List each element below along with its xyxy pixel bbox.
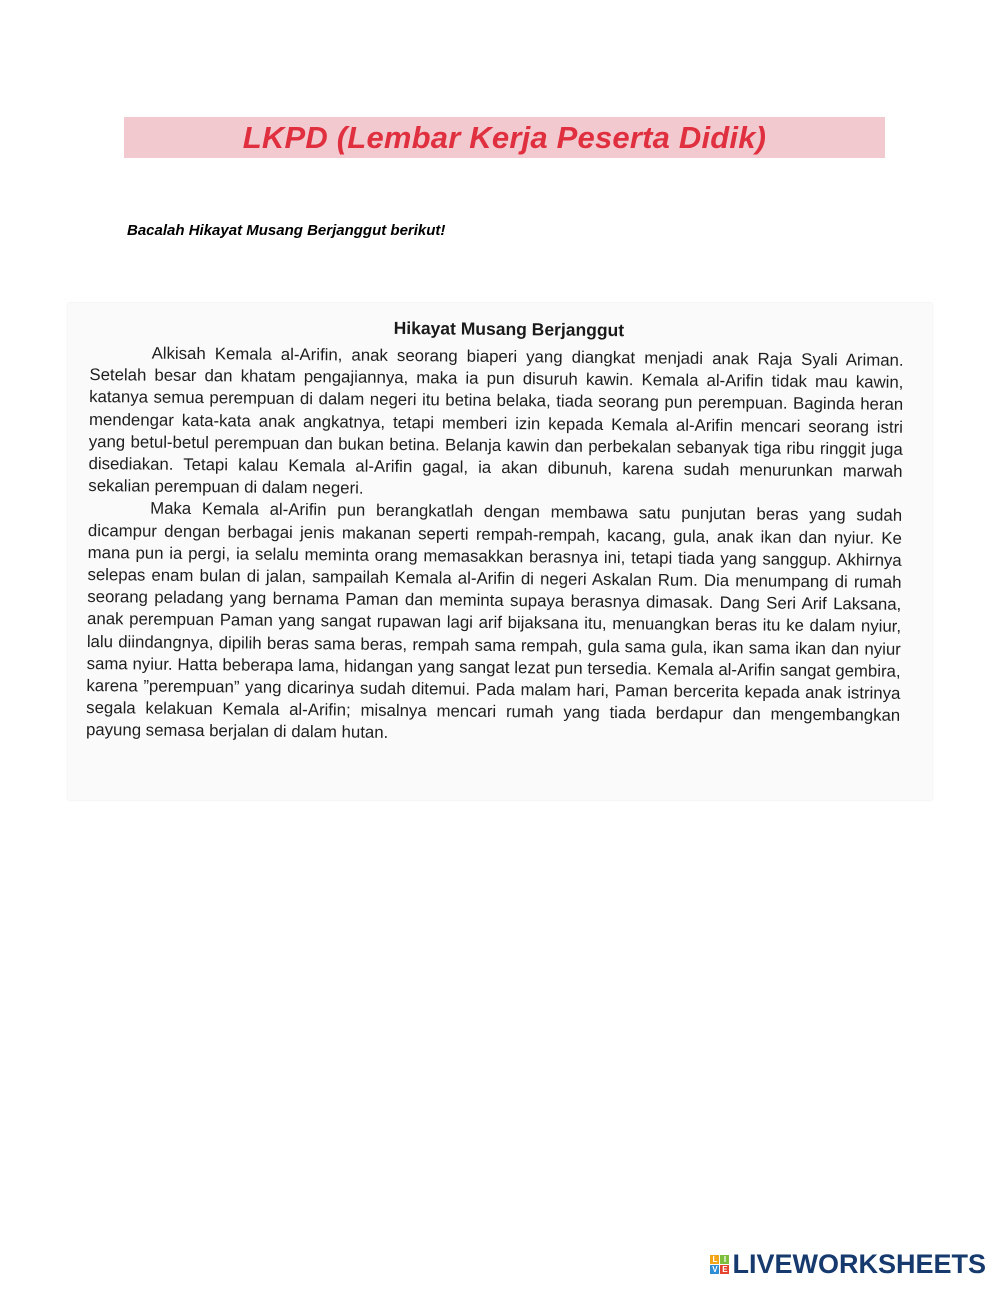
story-title: Hikayat Musang Berjanggut [393,317,625,341]
story-paragraph: Alkisah Kemala al-Arifin, anak seorang biaperi yang diangkat menjadi anak Raja Syali Ariman. Setelah besar dan khatam pengajiannya, maka ia pun disuruh kawin. Kemala al-Arifin tidak mau kawin, katanya semua perempuan di dalam negeri itu betina belaka, tiada seorang pun perempuan. Baginda heran mendengar kata-kata anak angkatnya, tetapi memberi izin kepada Kemala al-Arifin mencari seorang istri yang betul-betul perempuan dan bukan betina. Belanja kawin dan perbekalan sebanyak tiga ribu ringgit juga disediakan. Tetapi kalau Kemala al-Arifin gagal, ia akan dibunuh, karena sudah menurunkan marwah sekalian perempuan di dalam negeri. [88,343,904,498]
instruction-text: Bacalah Hikayat Musang Berjanggut berikut! [127,222,446,239]
scanned-text-content [86,315,904,749]
logo-mark-letter: L [710,1255,719,1264]
logo-mark-letter: E [722,1265,728,1274]
liveworksheets-logo[interactable] [710,1249,986,1280]
scanned-text-image [68,303,932,800]
logo-mark-letter: V [712,1265,718,1274]
title-band [124,117,885,158]
liveworksheets-logo-text: LIVEWORKSHEETS [732,1249,986,1279]
liveworksheets-logo-icon [710,1255,729,1274]
story-paragraph: Maka Kemala al-Arifin pun berangkatlah dengan membawa satu punjutan beras yang sudah dicampur dengan berbagai jenis makanan seperti rempah-rempah, kacang, gula, anak ikan dan nyiur. Ke mana pun ia pergi, ia selalu meminta orang memasakkan berasnya ini, tetapi tiada yang sanggup. Akhirnya selepas enam bulan di jalan, sampailah Kemala al-Arifin di negeri Askalan Rum. Dia menumpang di rumah seorang peladang yang bernama Paman dan meminta supaya berasnya dimasak. Dang Seri Arif Laksana, anak perempuan Paman yang sangat rupawan lagi arif bijaksana itu, menuangkan beras itu ke dalam nyiur, lalu diindangnya, dipilih beras sama beras, rempah sama rempah, gula sama gula, ikan sama ikan dan nyiur sama nyiur. Hatta beberapa lama, hidangan yang sangat lezat pun tersedia. Kemala al-Arifin sangat gembira, karena ”perempuan” yang dicarinya sudah ditemui. Pada malam hari, Paman bercerita kepada anak istrinya segala kelakuan Kemala al-Arifin; misalnya mencari rumah yang tiada berdapur dan mengembangkan payung semasa berjalan di dalam hutan. [85,499,903,743]
logo-mark-letter: I [720,1255,729,1264]
page-title: LKPD (Lembar Kerja Peserta Didik) [242,119,767,155]
